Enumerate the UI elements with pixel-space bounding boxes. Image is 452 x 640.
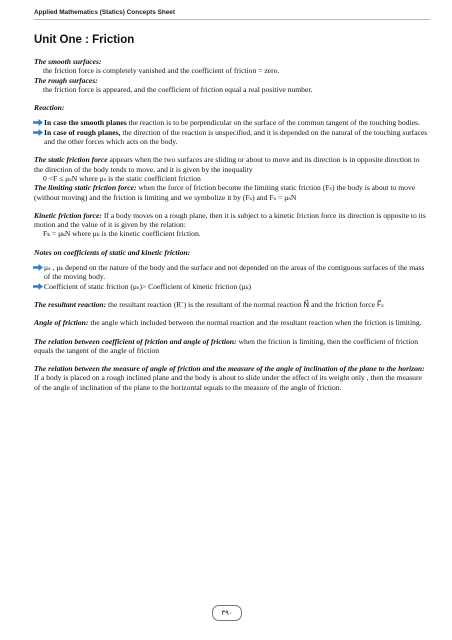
limiting-friction-title: The limiting static friction force:: [34, 183, 137, 193]
angle-of-friction-text: the angle which included between the normal reaction and the resultant reaction when the friction is limiting.: [88, 318, 422, 328]
angle-of-friction-paragraph: [34, 318, 430, 327]
page-header: Applied Mathematics (Statics) Concepts Sheet: [34, 9, 175, 16]
rough-surfaces-text: the friction force is appeared, and the coefficient of friction equal a real positive number.: [43, 84, 313, 94]
angle-of-friction-section: [34, 318, 430, 327]
rough-surfaces-title: The rough surfaces:: [34, 75, 98, 85]
resultant-reaction-paragraph: [34, 300, 430, 309]
reaction-bullet-rough: [34, 128, 430, 147]
relation-coefficient-angle-title: The relation between coefficient of friction and angle of friction:: [34, 336, 237, 346]
header-divider: [34, 19, 430, 20]
kinetic-friction-section: [34, 211, 430, 239]
kinetic-friction-text: If a body moves on a rough plane, then it is subject to a kinetic friction force its direction is opposite to its motion and the value of it is given by the relation:: [34, 210, 426, 230]
limiting-friction-text: when the force of friction become the limiting static friction (Fₛ) the body is about to move (without moving) and the friction is limiting and we symbolize it by (Fₛ) and Fₛ = μₛN: [34, 183, 416, 202]
resultant-reaction-section: [34, 300, 430, 309]
notes-section: [34, 248, 430, 291]
relation-coefficient-angle-paragraph: [34, 337, 430, 356]
relation-coefficient-angle-section: [34, 337, 430, 356]
reaction-title: Reaction:: [34, 103, 65, 113]
angle-of-friction-title: Angle of friction:: [34, 318, 89, 328]
page-number: ٣٩٠: [212, 605, 242, 621]
relation-angle-inclination-title: The relation between the measure of angle of friction and the measure of the angle of inclination of the plane to the horizon:: [34, 364, 425, 374]
notes-bullet-compare-text: Coefficient of static friction (μₛ)> Coefficient of kinetic friction (μₖ): [44, 281, 252, 291]
arrow-right-icon: [33, 119, 43, 126]
static-friction-paragraph: [34, 155, 430, 174]
reaction-bullet-smooth: [34, 118, 430, 127]
reaction-section: [34, 103, 430, 146]
smooth-surfaces-title: The smooth surfaces:: [34, 57, 102, 66]
content: [34, 57, 430, 392]
reaction-rough-bold: In case of rough planes,: [44, 127, 121, 137]
resultant-reaction-title: The resultant reaction:: [34, 299, 107, 309]
kinetic-friction-title: Kinetic friction force:: [34, 210, 102, 220]
smooth-surfaces-text: the friction force is completely vanished and the coefficient of friction = zero.: [43, 66, 280, 76]
resultant-reaction-text: the resultant reaction (R`) is the resultant of the normal reaction N⃗ and the friction force F⃗ₛ: [106, 299, 384, 309]
reaction-smooth-bold: In case the smooth planes: [44, 118, 127, 128]
relation-angle-inclination-text: If a body is placed on a rough inclined plane and the body is about to slide under the effect of its weight only , then the measure of the angle of inclination of the plane to the horizontal equals to the measure of the angle of friction.: [34, 373, 422, 392]
limiting-friction-paragraph: [34, 183, 430, 202]
arrow-right-icon: [33, 283, 43, 290]
arrow-right-icon: [33, 264, 43, 271]
static-friction-title: The static friction force: [34, 155, 108, 165]
reaction-smooth-text: the reaction is to be perpendicular on the surface of the common tangent of the touching bodies.: [126, 118, 420, 128]
notes-bullet-depend: [34, 263, 430, 282]
relation-angle-inclination-section: [34, 364, 430, 392]
static-friction-section: [34, 155, 430, 201]
smooth-surfaces-section: [34, 57, 430, 94]
arrow-right-icon: [33, 129, 43, 136]
notes-bullet-depend-text: μₛ , μₖ depend on the nature of the body and the surface and not depended on the areas of the contiguous surfaces of the mass of the moving body.: [44, 263, 425, 282]
unit-title: Unit One : Friction: [34, 34, 135, 46]
kinetic-friction-paragraph: [34, 211, 430, 230]
notes-title: Notes on coefficients of static and kinetic friction:: [34, 247, 191, 257]
static-friction-inequality: 0 <F ≤ μₛN where μₛ is the static coefficient friction: [43, 173, 201, 183]
relation-coefficient-angle-text: when the friction is limiting, then the coefficient of friction equals the tangent of the angle of friction: [34, 336, 418, 355]
reaction-rough-text: the direction of the reaction is unspecified, and it is depended on the natural of the touching surfaces and the other forces which acts on the body.: [44, 127, 428, 147]
static-friction-text: appears when the two surfaces are sliding or about to move and its direction is in opposite direction to the direction of the body tends to move, and it is given by the inequality: [34, 155, 420, 174]
kinetic-friction-relation: Fₖ = μₖN where μₖ is the kinetic coefficient friction.: [43, 229, 201, 239]
notes-bullet-compare: [34, 282, 430, 291]
